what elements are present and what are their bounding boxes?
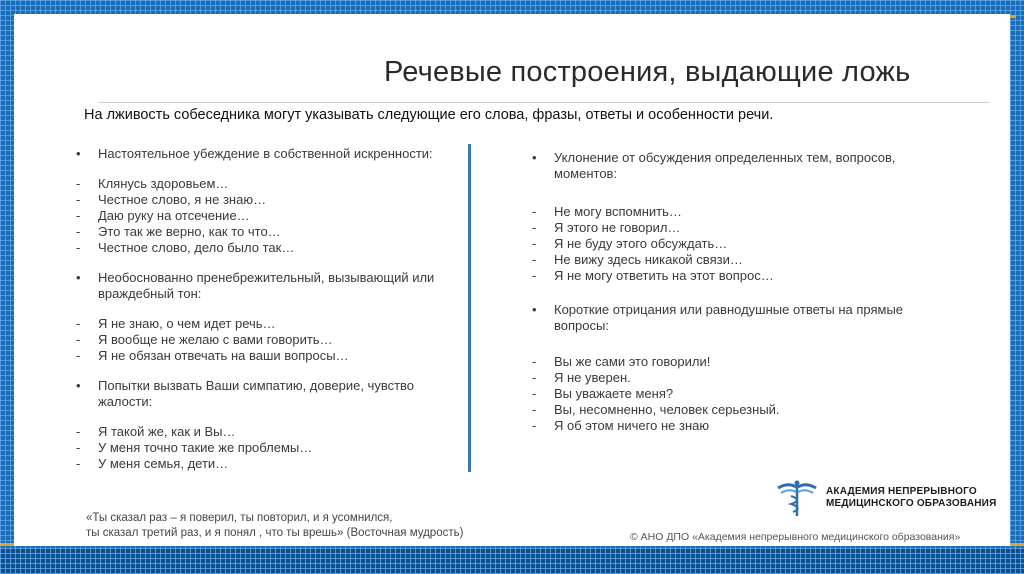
left-group-heading — [76, 378, 456, 410]
list-item — [532, 354, 912, 370]
dash-marker: - — [76, 224, 81, 239]
slide — [14, 14, 1010, 546]
bullet-marker: • — [532, 302, 537, 317]
list-item-text: Я вообще не желаю с вами говорить… — [98, 332, 333, 347]
list-item-text: Я не обязан отвечать на ваши вопросы… — [98, 348, 349, 363]
left-group-heading — [76, 270, 456, 302]
list-item-text: Я не могу ответить на этот вопрос… — [554, 268, 774, 283]
dash-marker: - — [532, 204, 537, 219]
bullet-marker: • — [76, 378, 81, 393]
right-group-heading — [532, 150, 912, 182]
left-column — [76, 146, 456, 472]
dash-marker: - — [532, 268, 537, 283]
right-group-heading — [532, 302, 912, 334]
list-item-text: Я этого не говорил… — [554, 220, 681, 235]
title-divider — [98, 102, 990, 103]
right-heading-text: Уклонение от обсуждения определенных тем, вопросов, моментов: — [554, 150, 896, 181]
list-item — [76, 332, 456, 348]
bullet-marker: • — [532, 150, 537, 165]
list-item — [532, 252, 912, 268]
list-item — [532, 370, 912, 386]
dash-marker: - — [532, 354, 537, 369]
dash-marker: - — [76, 440, 81, 455]
quote — [86, 511, 506, 541]
list-item-text: Это так же верно, как то что… — [98, 224, 281, 239]
dash-marker: - — [532, 252, 537, 267]
left-heading-text: Попытки вызвать Ваши симпатию, доверие, чувство жалости: — [98, 378, 415, 409]
right-column — [532, 150, 912, 434]
dash-marker: - — [532, 402, 537, 417]
dash-marker: - — [532, 370, 537, 385]
dash-marker: - — [76, 332, 81, 347]
dash-marker: - — [76, 192, 81, 207]
list-item-text: У меня точно такие же проблемы… — [98, 440, 313, 455]
logo-text — [826, 486, 996, 510]
list-item-text: Я об этом ничего не знаю — [554, 418, 710, 433]
dash-marker: - — [532, 236, 537, 251]
list-item-text: Вы же сами это говорили! — [554, 354, 711, 369]
list-item — [76, 456, 456, 472]
dash-marker: - — [76, 316, 81, 331]
list-item — [76, 208, 456, 224]
list-item — [76, 316, 456, 332]
logo-line: АКАДЕМИЯ НЕПРЕРЫВНОГО — [826, 486, 977, 497]
dash-marker: - — [532, 386, 537, 401]
list-item-text: Я не уверен. — [554, 370, 631, 385]
dash-marker: - — [76, 348, 81, 363]
list-item-text: Я такой же, как и Вы… — [98, 424, 236, 439]
list-item — [532, 386, 912, 402]
logo-line: МЕДИЦИНСКОГО ОБРАЗОВАНИЯ — [826, 498, 997, 509]
list-item — [532, 204, 912, 220]
slide-title: Речевые построения, выдающие ложь — [384, 56, 911, 88]
list-item — [532, 236, 912, 252]
dash-marker: - — [76, 208, 81, 223]
right-heading-text: Короткие отрицания или равнодушные ответы на прямые вопросы: — [554, 302, 904, 333]
column-divider — [468, 144, 471, 472]
dash-marker: - — [76, 424, 81, 439]
quote-line: ты сказал третий раз, и я понял , что ты врешь» (Восточная мудрость) — [86, 527, 464, 539]
dash-marker: - — [76, 456, 81, 471]
list-item — [76, 348, 456, 364]
bullet-marker: • — [76, 270, 81, 285]
list-item-text: У меня семья, дети… — [98, 456, 229, 471]
list-item — [76, 176, 456, 192]
list-item — [76, 240, 456, 256]
list-item — [532, 402, 912, 418]
academy-logo — [774, 478, 1004, 518]
caduceus-icon — [774, 478, 820, 518]
list-item-text: Я не буду этого обсуждать… — [554, 236, 728, 251]
dash-marker: - — [532, 220, 537, 235]
slide-intro: На лживость собеседника могут указывать следующие его слова, фразы, ответы и особенности речи. — [84, 107, 774, 123]
bullet-marker: • — [76, 146, 81, 161]
list-item-text: Честное слово, дело было так… — [98, 240, 295, 255]
list-item — [532, 268, 912, 284]
quote-line: «Ты сказал раз – я поверил, ты повторил, и я усомнился, — [86, 512, 393, 524]
list-item-text: Не могу вспомнить… — [554, 204, 682, 219]
list-item-text: Не вижу здесь никакой связи… — [554, 252, 743, 267]
dash-marker: - — [76, 240, 81, 255]
list-item — [76, 192, 456, 208]
copyright: © АНО ДПО «Академия непрерывного медицинского образования» — [630, 531, 961, 543]
list-item-text: Клянусь здоровьем… — [98, 176, 229, 191]
list-item — [76, 424, 456, 440]
list-item — [76, 440, 456, 456]
list-item-text: Я не знаю, о чем идет речь… — [98, 316, 276, 331]
left-heading-text: Необоснованно пренебрежительный, вызывающий или враждебный тон: — [98, 270, 435, 301]
list-item — [532, 418, 912, 434]
dash-marker: - — [76, 176, 81, 191]
list-item-text: Даю руку на отсечение… — [98, 208, 250, 223]
list-item — [532, 220, 912, 236]
list-item — [76, 224, 456, 240]
list-item-text: Вы уважаете меня? — [554, 386, 674, 401]
list-item-text: Честное слово, я не знаю… — [98, 192, 267, 207]
slide-frame-bottom-band — [0, 548, 1024, 574]
list-item-text: Вы, несомненно, человек серьезный. — [554, 402, 780, 417]
left-group-heading — [76, 146, 456, 162]
dash-marker: - — [532, 418, 537, 433]
left-heading-text: Настоятельное убеждение в собственной искренности: — [98, 146, 433, 161]
